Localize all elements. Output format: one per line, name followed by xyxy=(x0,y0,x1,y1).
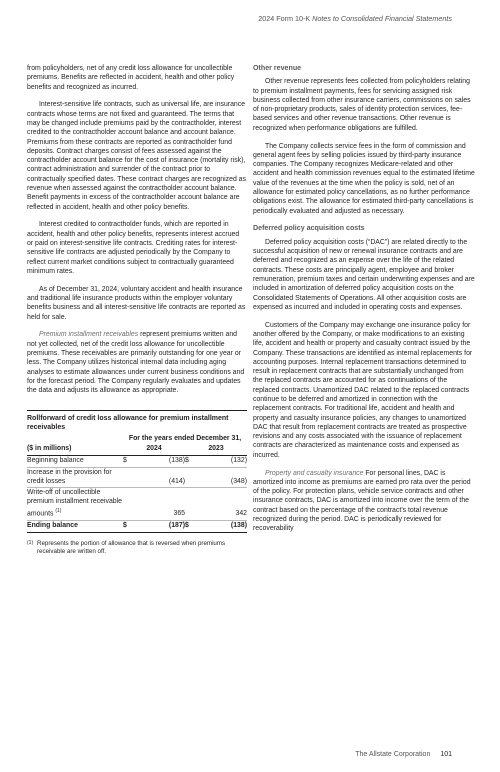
value-2023: (348) xyxy=(195,467,247,488)
premium-installment-term: Premium installment receivables xyxy=(39,331,139,339)
header-title: Notes to Consolidated Financial Statements xyxy=(312,14,452,23)
left-paragraph-5 xyxy=(27,330,247,395)
left-paragraph-5-text: represent premiums written and not yet collected, net of the credit loss allowance for uncollectible premiums. These receivables are primarily outstanding for one year or less. The Company utilizes historical internal data including aging analyses to estimate allowances under current business conditions and for the forecast period. The Company regularly evaluates and updates the data and adjusts its allowance as appropriate. xyxy=(27,331,245,395)
table-title: Rollforward of credit loss allowance for premium installment receivables xyxy=(27,414,229,431)
unit-label: ($ in millions) xyxy=(27,444,123,455)
currency-symbol xyxy=(123,488,133,521)
year-2-header: 2023 xyxy=(185,444,247,455)
right-paragraph-3: Deferred policy acquisition costs (“DAC”) are related directly to the successful acquisition of new or renewal insurance contracts and are deferred and recognized as an expense over the life of the related contracts. These costs are principally agent, employee and broker remuneration, premium taxes and certain underwriting expenses and are included in amortization of deferred policy acquisition costs on the Consolidated Statements of Operations. All other acquisition costs are expensed as incurred and included in operating costs and expenses. xyxy=(253,238,475,311)
right-paragraph-5-text: For personal lines, DAC is amortized into income as premiums are earned pro rata over the period of the policy. For protection plans, vehicle service contracts and other insurance contracts, DAC is amortized into income over the term of the contract based on the percentage of the contract’s total revenue recognized during the period. DAC is periodically reviewed for recoverability xyxy=(253,469,471,533)
rollforward-table-section xyxy=(27,410,247,556)
left-paragraph-4: As of December 31, 2024, voluntary accident and health insurance and traditional life insurance products within the employer voluntary benefits business and all interest-sensitive life contracts are reported as held for sale. xyxy=(27,285,246,321)
table-row xyxy=(27,467,247,488)
table-header-row xyxy=(27,444,247,455)
total-label: Ending balance xyxy=(27,521,123,533)
value-2024: (138) xyxy=(133,456,185,468)
value-2024: 365 xyxy=(133,488,185,521)
other-revenue-heading: Other revenue xyxy=(253,64,302,72)
currency-symbol: $ xyxy=(185,456,195,468)
value-2024: (414) xyxy=(133,467,185,488)
table-footnote xyxy=(27,540,247,556)
value-2023: (132) xyxy=(195,456,247,468)
left-paragraph-1: from policyholders, net of any credit loss allowance for uncollectible premiums. Benefits are reflected in accident, health and other policy benefits and recognized as incurred. xyxy=(27,65,235,91)
rollforward-table xyxy=(27,434,247,533)
right-paragraph-1: Other revenue represents fees collected from policyholders relating to premium installment payments, fees for servicing assigned risk business collected from other insurance carriers, commissions on sales of non-proprietary products, sales of identity protection services, fee-based services and other revenue transactions. Other revenue is recognized when performance obligations are fulfilled. xyxy=(253,78,471,132)
row-label: Increase in the provision for credit losses xyxy=(27,467,123,488)
table-total-row xyxy=(27,521,247,533)
currency-symbol xyxy=(185,488,195,521)
table-period-row xyxy=(27,434,247,445)
left-paragraph-2: Interest-sensitive life contracts, such as universal life, are insurance contracts whose terms are not fixed and guaranteed. The terms that may be changed include premiums paid by the contractholder, interest credited to the contractholder account balance and account balance. Premiums from these contracts are reported as contractholder fund deposits. Contract charges consist of fees assessed against the contractholder account balance for the cost of insurance (mortality risk), contract administration and surrender of the contract prior to contractually specified dates. These contract charges are recognized as revenue when assessed against the contractholder account balance. Benefit payments in excess of the contractholder account balance are reflected in accident, health and other policy benefits. xyxy=(27,101,246,211)
currency-symbol xyxy=(123,467,133,488)
property-casualty-term: Property and casualty insurance xyxy=(265,469,364,477)
page-number: 101 xyxy=(440,751,452,758)
table-row xyxy=(27,456,247,468)
left-column xyxy=(27,64,247,556)
left-paragraph-3: Interest credited to contractholder funds, which are reported in accident, health and other policy benefits, represents interest accrued or paid on interest-sensitive life contracts. Crediting rates for interest-sensitive life contracts are adjusted periodically by the Company to reflect current market conditions subject to contractually guaranteed minimum rates. xyxy=(27,221,240,275)
row-label: Beginning balance xyxy=(27,456,123,468)
page-header xyxy=(258,14,452,23)
footnote-ref: (1) xyxy=(55,508,62,515)
dac-heading: Deferred policy acquisition costs xyxy=(253,224,365,233)
value-2023: 342 xyxy=(195,488,247,521)
right-paragraph-5 xyxy=(253,469,475,534)
header-form: 2024 Form 10-K xyxy=(258,14,311,23)
total-2023: (138) xyxy=(195,521,247,533)
total-2024: (187) xyxy=(133,521,185,533)
page-footer xyxy=(355,751,452,758)
right-column xyxy=(253,64,475,542)
currency-symbol: $ xyxy=(123,456,133,468)
currency-symbol: $ xyxy=(123,521,133,533)
currency-symbol xyxy=(185,467,195,488)
right-paragraph-4: Customers of the Company may exchange one insurance policy for another offered by the Company, or make modifications to an existing life, accident and health or property and casualty contract issued by the Company. These transactions are identified as internal replacements for accounting purposes. Internal replacement transactions determined to result in replacement contracts that are substantially unchanged from the replaced contracts are accounted for as continuations of the replaced contracts. Unamortized DAC related to the replaced contracts continue to be deferred and amortized in connection with the replacement contracts. For traditional life, accident and health and property and casualty insurance policies, any changes to unamortized DAC that result from replacement contracts are treated as prospective revisions and any costs associated with the issuance of replacement contracts are characterized as maintenance costs and expensed as incurred. xyxy=(253,321,473,459)
footer-company: The Allstate Corporation xyxy=(355,751,431,758)
footnote-mark: (1) xyxy=(27,539,34,546)
period-header: For the years ended December 31, xyxy=(128,434,242,442)
currency-symbol: $ xyxy=(185,521,195,533)
year-1-header: 2024 xyxy=(123,444,185,455)
table-row xyxy=(27,488,247,521)
right-paragraph-2: The Company collects service fees in the form of commission and general agent fees by selling policies issued by third-party insurance companies. The Company recognizes Medicare-related and other accident and health commission revenues equal to the estimated lifetime value of the revenues at the time when the policy is sold, net of an allowance for estimated policy cancellations, as no further performance obligations exist. The allowance for estimated third-party cancellations is periodically evaluated and adjusted as necessary. xyxy=(253,142,475,215)
footnote-text: Represents the portion of allowance that is reversed when premiums receivable are written off. xyxy=(37,539,226,555)
row-label: Write-off of uncollectible premium installment receivable amounts $^{(1)}$ xyxy=(27,488,123,521)
